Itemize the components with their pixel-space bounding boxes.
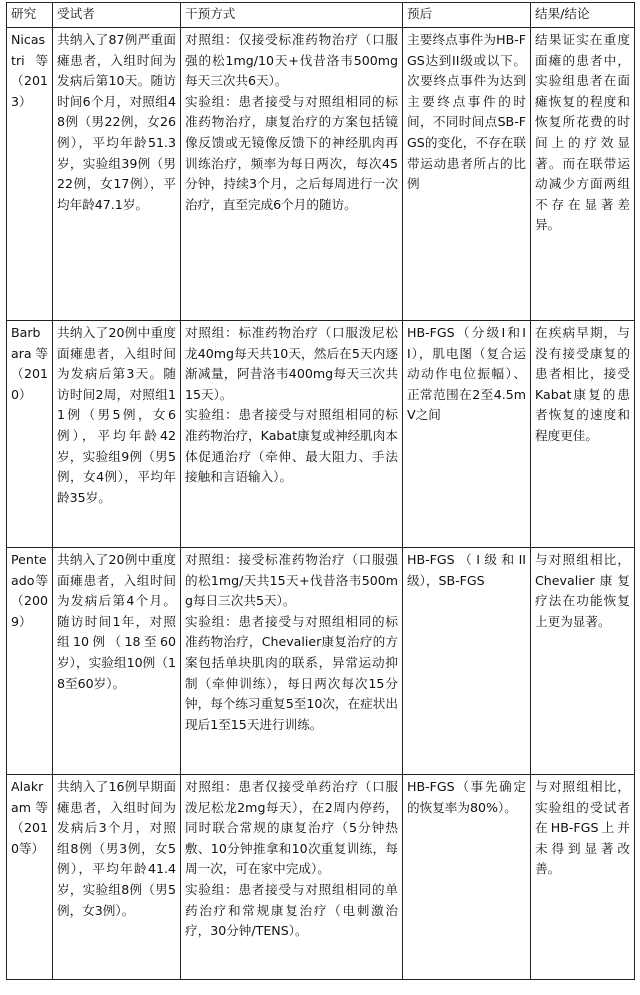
trials-table — [6, 2, 635, 980]
study-cell: Penteado等（2009） — [7, 548, 53, 775]
header-study: 研究 — [7, 3, 53, 28]
prognosis-cell: 主要终点事件为HB-FGS达到II级或以下。次要终点事件为达到主要终点事件的时间，不同时间点SB-FGS的变化，不存在联带运动患者所占的比例 — [403, 28, 531, 321]
intervention-cell — [181, 775, 403, 980]
result-cell: 结果证实在重度面瘫的患者中，实验组患者在面瘫恢复的程度和恢复所花费的时间上的疗效显著。而在联带运动减少方面两组不存在显著差异。 — [531, 28, 635, 321]
experimental-group-text: 实验组：患者接受与对照组相同的标准药物治疗，Kabat康复或神经肌肉本体促通治疗（牵伸、最大阻力、手法接触和言语输入）。 — [185, 407, 398, 485]
intervention-cell — [181, 28, 403, 321]
header-subjects: 受试者 — [53, 3, 181, 28]
table-row — [7, 28, 635, 321]
experimental-group-text: 实验组：患者接受与对照组相同的单药治疗和常规康复治疗（电刺激治疗，30分钟/TENS）。 — [185, 881, 398, 939]
subjects-cell: 共纳入了20例中重度面瘫患者，入组时间为发病后第3天。随访时间2周，对照组11例（男5例，女6例），平均年龄42岁，实验组9例（男5例，女4例），平均年龄35岁。 — [53, 321, 181, 548]
prognosis-cell: HB-FGS（事先确定的恢复率为80%）。 — [403, 775, 531, 980]
study-cell: Nicastri等（2013） — [7, 28, 53, 321]
intervention-cell — [181, 548, 403, 775]
prognosis-cell: HB-FGS（分级I和II），肌电图（复合运动动作电位振幅）、正常范围在2至4.5mV之间 — [403, 321, 531, 548]
table-row — [7, 775, 635, 980]
experimental-group-text: 实验组：患者接受与对照组相同的标准药物治疗，康复治疗的方案包括镜像反馈或无镜像反馈下的神经肌肉再训练治疗，频率为每日两次，每次45分钟，持续3个月，之后每周进行一次治疗，直至完成6个月的随访。 — [185, 93, 398, 212]
control-group-text: 对照组：标准药物治疗（口服泼尼松龙40mg每天共10天，然后在5天内逐渐减量，阿昔洛韦400mg每天三次共15天）。 — [185, 325, 398, 402]
control-group-text: 对照组：接受标准药物治疗（口服强的松1mg/天共15天+伐昔洛韦500mg每日三次共5天）。 — [185, 552, 398, 609]
subjects-cell: 共纳入了16例早期面瘫患者，入组时间为发病后3个月，对照组8例（男3例，女5例），平均年龄41.4岁，实验组8例（男5例，女3例）。 — [53, 775, 181, 980]
header-result: 结果/结论 — [531, 3, 635, 28]
result-cell: 在疾病早期，与没有接受康复的患者相比，接受Kabat康复的患者恢复的速度和程度更佳。 — [531, 321, 635, 548]
experimental-group-text: 实验组：患者接受与对照组相同的标准药物治疗，Chevalier康复治疗的方案包括单块肌肉的联系，异常运动抑制（牵伸训练），每日两次每次15分钟，每个练习重复5至10次，在症状出现后1至15天进行训练。 — [185, 613, 398, 732]
prognosis-cell: HB-FGS（I级和II级），SB-FGS — [403, 548, 531, 775]
header-intervention: 干预方式 — [181, 3, 403, 28]
table-header-row — [7, 3, 635, 28]
intervention-cell — [181, 321, 403, 548]
study-cell: Alakram等（2010等） — [7, 775, 53, 980]
control-group-text: 对照组：患者仅接受单药治疗（口服泼尼松龙2mg每天），在2周内停药，同时联合常规的康复治疗（5分钟热敷、10分钟推拿和10次重复训练，每周一次，可在家中完成）。 — [185, 779, 398, 877]
table-row — [7, 548, 635, 775]
subjects-cell: 共纳入了20例中重度面瘫患者，入组时间为发病后第4个月。随访时间1年，对照组10例（18至60岁），实验组10例（18至60岁）。 — [53, 548, 181, 775]
result-cell: 与对照组相比，Chevalier康复疗法在功能恢复上更为显著。 — [531, 548, 635, 775]
table-row — [7, 321, 635, 548]
header-prognosis: 预后 — [403, 3, 531, 28]
subjects-cell: 共纳入了87例严重面瘫患者，入组时间为发病后第10天。随访时间6个月，对照组48例（男22例，女26例），平均年龄51.3岁，实验组39例（男22例，女17例），平均年龄47.1岁。 — [53, 28, 181, 321]
study-cell: Barbara等（2010） — [7, 321, 53, 548]
result-cell: 与对照组相比，实验组的受试者在HB-FGS上并未得到显著改善。 — [531, 775, 635, 980]
control-group-text: 对照组：仅接受标准药物治疗（口服强的松1mg/10天+伐昔洛韦500mg每天三次共6天）。 — [185, 32, 398, 89]
